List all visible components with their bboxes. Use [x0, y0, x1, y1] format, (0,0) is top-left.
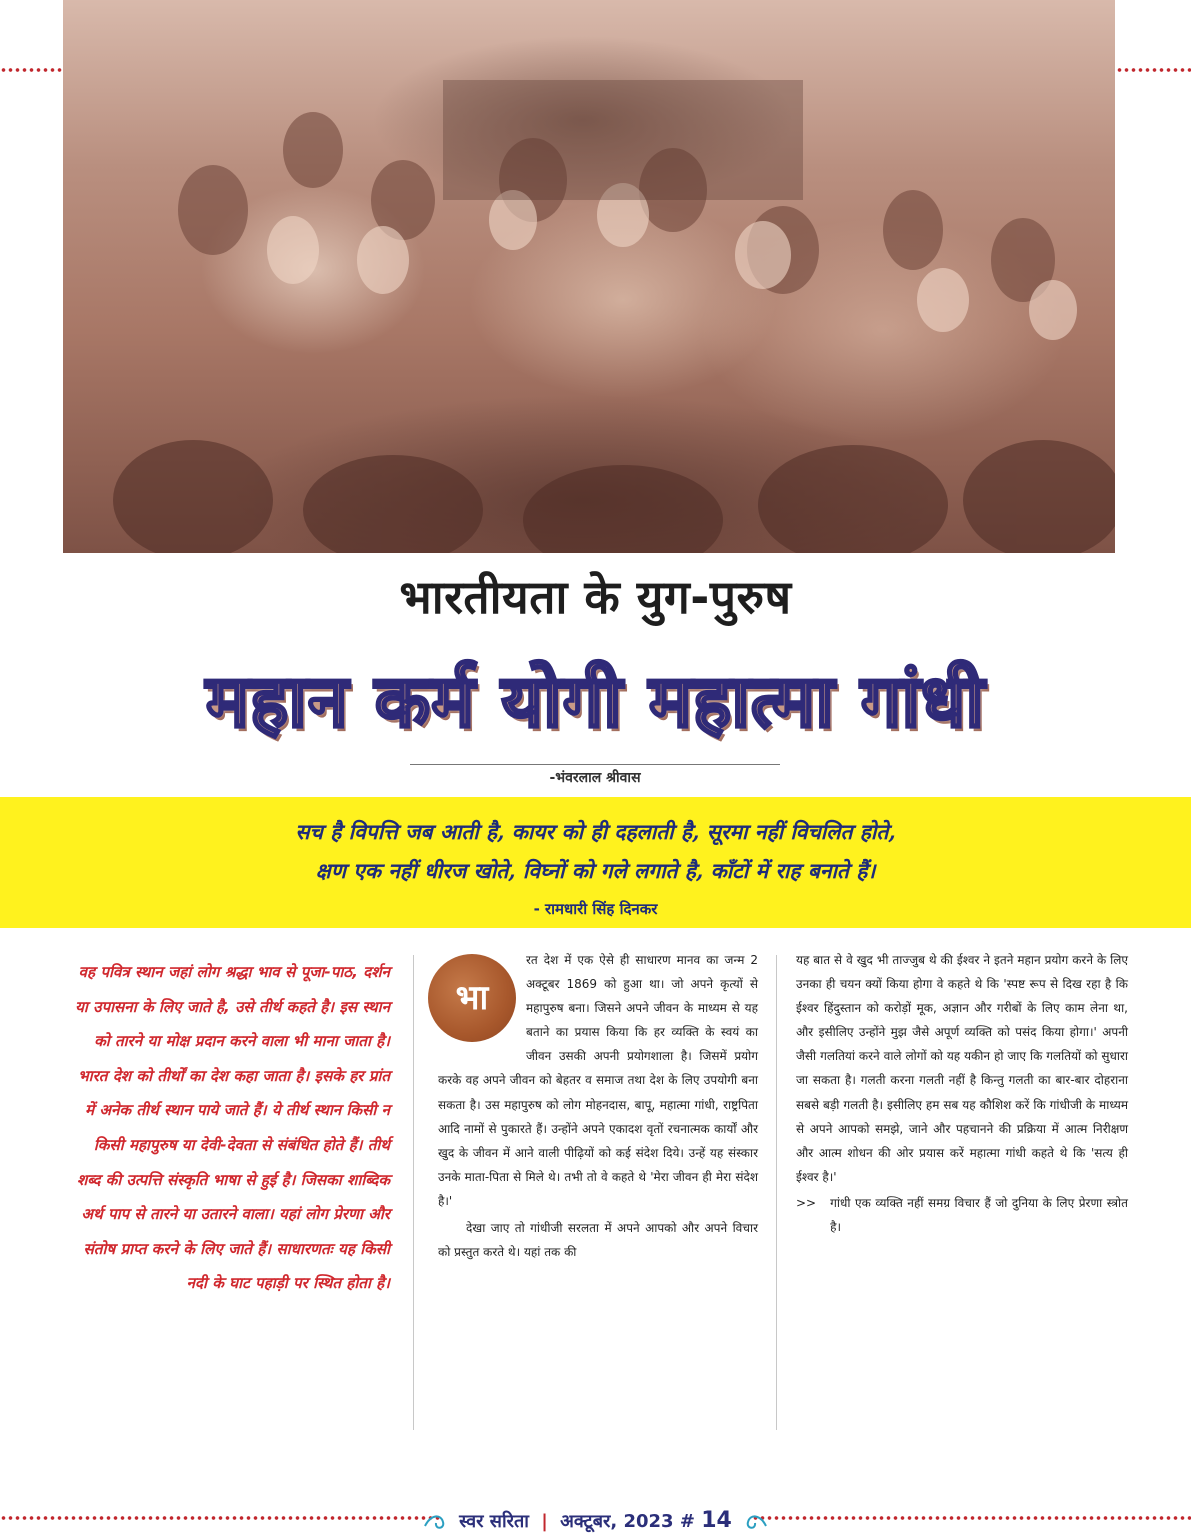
column-divider-2 [776, 955, 777, 1430]
byline-rule [410, 764, 780, 765]
quote-line-1: सच है विपत्ति जब आती है, कायर को ही दहलाती है, सूरमा नहीं विचलित होते, [295, 819, 896, 844]
column-divider-1 [413, 955, 414, 1430]
sidebar-pullout: वह पवित्र स्थान जहां लोग श्रद्धा भाव से पूजा-पाठ, दर्शन या उपासना के लिए जाते है, उसे तीर्थ कहते है। इस स्थान को तारने या मोक्ष प्रदान करने वाला भी माना जाता है। भारत देश को तीर्थों का देश कहा जाता है। इसके हर प्रांत में अनेक तीर्थ स्थान पाये जाते हैं। ये तीर्थ स्थान किसी न किसी महापुरुष या देवी-देवता से संबंधित होते हैं। तीर्थ शब्द की उत्पत्ति संस्कृति भाषा से हुई है। जिसका शाब्दिक अर्थ पाप से तारने या उतारने वाला। यहां लोग प्रेरणा और संतोष प्राप्त करने के लिए जाते हैं। साधारणतः यह किसी नदी के घाट पहाड़ी पर स्थित होता है। [75, 963, 390, 1293]
magazine-name: स्वर सरिता [459, 1511, 529, 1532]
article-column-1 [438, 948, 758, 1264]
highlight-bullet [796, 1191, 1128, 1239]
top-dotted-rule-right [1116, 68, 1191, 72]
article-headline: महान कर्म योगी महात्मा गांधी [205, 659, 986, 743]
bullet-mark: >> [796, 1195, 817, 1210]
bullet-text: गांधी एक व्यक्ति नहीं समग्र विचार हैं जो दुनिया के लिए प्रेरणा स्त्रोत है। [830, 1195, 1128, 1235]
swirl-ornament-right-icon [738, 1512, 768, 1532]
swirl-ornament-left-icon [423, 1512, 453, 1532]
quote-line-2: क्षण एक नहीं धीरज खोते, विघ्नों को गले लगाते है, काँटों में राह बनाते हैं। [315, 858, 876, 883]
article-column-2 [796, 948, 1128, 1239]
page-hash: # [679, 1511, 695, 1532]
author-byline: -भंवरलाल श्रीवास [549, 770, 641, 786]
article-paragraph-1: रत देश में एक ऐसे ही साधारण मानव का जन्म 2 अक्टूबर 1869 को हुआ था। जो अपने कृत्यों से महापुरुष बना। जिसने अपने जीवन के माध्यम से यह बताने का प्रयास किया कि हर व्यक्ति के स्वयं का जीवन उसकी अपनी प्रयोगशाला है। जिसमें प्रयोग करके वह अपने जीवन को बेहतर व समाज तथा देश के लिए उपयोगी बना सकता है। उस महापुरुष को लोग मोहनदास, बापू, महात्मा गांधी, राष्ट्रपिता आदि नामों से पुकारते हैं। उन्होंने अपने एकादश वृतों रचनात्मक कार्यों और खुद के जीवन में आने वाली पीढ़ियों को कई संदेश दिये। उन्हें यह संस्कार उनके माता-पिता से मिले थे। तभी तो वे कहते थे 'मेरा जीवन ही मेरा संदेश है।' [438, 953, 758, 1208]
page-number: 14 [701, 1508, 732, 1533]
dropcap-letter: भा [428, 954, 516, 1042]
article-paragraph-3: यह बात से वे खुद भी ताज्जुब थे की ईश्वर ने इतने महान प्रयोग करने के लिए उनका ही चयन क्यों किया होगा वे कहते थे कि 'स्पष्ट रूप से दिख रहा है कि ईश्वर हिंदुस्तान को करोड़ों मूक, अज्ञान और गरीबों के लिए काम लेना था, और इसीलिए उन्होंने मुझ जैसे अपूर्ण व्यक्ति को पसंद किया होगा।' अपनी जैसी गलतियां करने वाले लोगों को यह यकीन हो जाए कि गलतियों को सुधारा जा सकता है। गलती करना गलती नहीं है किन्तु गलती का बार-बार दोहराना सबसे बड़ी गलती है। इसीलिए हम सब यह कौशिश करें कि गांधीजी के माध्यम से अपने आपको समझे, जाने और पहचानने की प्रक्रिया में आत्म निरीक्षण और आत्म शोधन की ओर प्रयास करें महात्मा गांधी कहते थे कि 'सत्य ही ईश्वर है।' [796, 953, 1128, 1184]
article-paragraph-2: देखा जाए तो गांधीजी सरलता में अपने आपको और अपने विचार को प्रस्तुत करते थे। यहां तक की [438, 1221, 758, 1260]
page-footer [0, 1508, 1191, 1533]
footer-separator: | [541, 1511, 548, 1532]
crowd-photograph [63, 0, 1115, 553]
dropcap [428, 954, 520, 1046]
issue-date: अक्टूबर, 2023 [560, 1511, 674, 1532]
top-dotted-rule-left [0, 68, 62, 72]
article-kicker: भारतीयता के युग-पुरुष [399, 570, 792, 624]
quote-author: - रामधारी सिंह दिनकर [533, 900, 658, 918]
